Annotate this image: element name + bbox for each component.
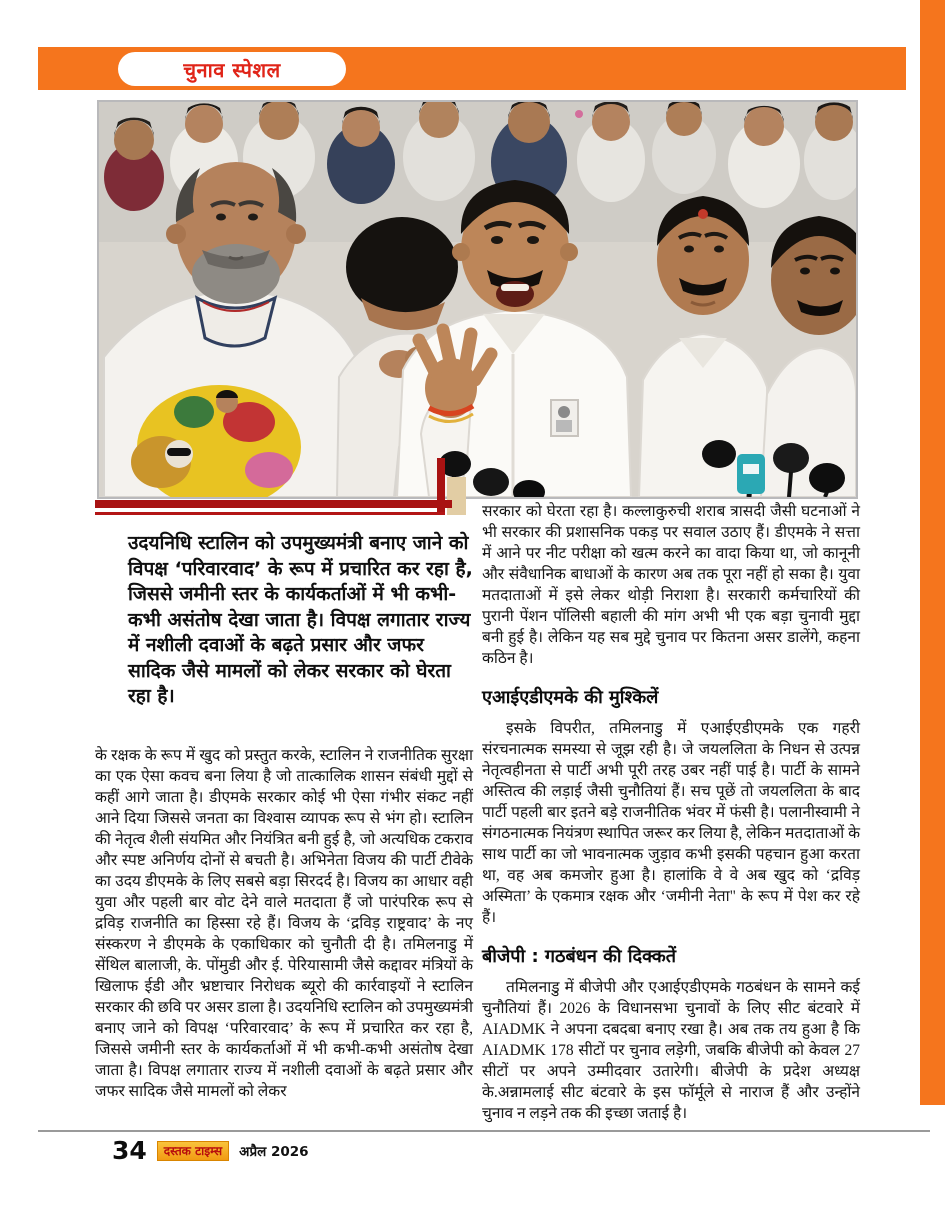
pull-quote: उदयनिधि स्टालिन को उपमुख्यमंत्री बनाए जाने को विपक्ष ‘परिवारवाद’ के रूप में प्रचारित कर रहा है, जिससे जमीनी स्तर के कार्यकर्ताओं में भी कभी-कभी असंतोष देखा जाता है। विपक्ष लगातार राज्य में नशीली दवाओं के बढ़ते प्रसार और जफर सादिक जैसे मामलों को लेकर सरकार को घेरता रहा है।	[128, 532, 473, 707]
right-edge-accent-bar	[920, 0, 945, 1105]
page-number: 34	[112, 1136, 147, 1165]
issue-date: अप्रैल 2026	[239, 1143, 309, 1160]
aiadmk-section-paragraph: इसके विपरीत, तमिलनाडु में एआईएडीएमके एक गहरी संरचनात्मक समस्या से जूझ रही है। जे जयललिता के निधन से उत्पन्न नेतृत्वहीनता से पार्टी अभी पूरी तरह उबर नहीं पाई है। पार्टी के सामने अस्तित्व की लड़ाई जैसी चुनौतियां हैं। सच पूछें तो जयललिता के बाद पार्टी पहली बार इतने बड़े राजनीतिक भंवर में फंसी है। पलानीस्वामी ने संगठनात्मक नियंत्रण स्थापित जरूर कर लिया है, लेकिन मतदाताओं के साथ पार्टी का जो भावनात्मक जुड़ाव कभी इसकी पहचान हुआ करता था, वह अब कमजोर हुआ है। हालांकि वे वे अब खुद को ‘द्रविड़ अस्मिता’ के एकमात्र रक्षक और ‘जमीनी नेता" के रूप में पेश कर रहे हैं।	[482, 720, 860, 926]
footer-divider	[38, 1130, 930, 1132]
right-column-intro-paragraph: सरकार को घेरता रहा है। कल्लाकुरुची शराब त्रासदी जैसी घटनाओं ने भी सरकार की प्रशासनिक पकड़ पर सवाल उठाए हैं। डीएमके ने सत्ता में आने पर नीट परीक्षा को खत्म करने का वादा किया था, जो कानूनी और संवैधानिक बाधाओं के कारण अब तक पूरा नहीं हो सका है। युवा मतदाताओं में इसे लेकर थोड़ी निराशा है। सरकारी कर्मचारियों की पुरानी पेंशन पॉलिसी बहाली की मांग अभी भी एक बड़ा चुनावी मुद्दा बनी हुई है। लेकिन यह सब मुद्दे चुनाव पर कितना असर डालेंगे, कहना कठिन है।	[482, 503, 860, 667]
section-heading-bjp: बीजेपी : गठबंधन की दिक्कतें	[482, 946, 676, 967]
decorative-red-bar	[95, 500, 452, 508]
decorative-tan-square	[447, 477, 466, 515]
section-header-bar	[38, 47, 906, 90]
bjp-section-paragraph: तमिलनाडु में बीजेपी और एआईएडीएमके गठबंधन के सामने कई चुनौतियां हैं। 2026 के विधानसभा चुनावों के लिए सीट बंटवारे में AIADMK ने अपना दबदबा बनाए रखा है। अब तक तय हुआ है कि AIADMK 178 सीटों पर चुनाव लड़ेगी, जबकि बीजेपी को केवल 27 सीटों पर अपने उम्मीदवार उतारेगी। बीजेपी के प्रदेश अध्यक्ष के.अन्नामलाई सीट बंटवारे के इस फॉर्मूले से नाराज हैं और उन्होंने चुनाव न लड़ने तक की इच्छा जताई है।	[482, 979, 860, 1122]
section-badge	[118, 52, 346, 86]
left-column-paragraph: के रक्षक के रूप में खुद को प्रस्तुत करके, स्टालिन ने राजनीतिक सुरक्षा का एक ऐसा कवच बना लिया है जो तात्कालिक शासन संबंधी मुद्दों से कहीं आगे जाता है। डीएमके सरकार कोई भी ऐसा गंभीर संकट नहीं आने दिया जिससे जनता का विश्वास व्यापक रूप से भंग हो। स्टालिन की नेतृत्व शैली संयमित और नियंत्रित बनी हुई है, जो अत्यधिक टकराव और स्पष्ट अनिर्णय दोनों से बचती है। अभिनेता विजय की पार्टी टीवेके का उदय डीएमके के लिए सबसे बड़ा सिरदर्द है। विजय का आधार वही युवा और पहली बार वोट देने वाले मतदाता हैं जो पारंपरिक रूप से द्रविड़ राजनीति का हिस्सा रहे हैं। विजय के ‘द्रविड़ राष्ट्रवाद’ के नए संस्करण ने डीएमके के एकाधिकार को चुनौती दी है। तमिलनाडु में सेंथिल बालाजी, के. पोंमुडी और ई. पेरियासामी जैसे कद्दावर मंत्रियों के खिलाफ ईडी और भ्रष्टाचार निरोधक ब्यूरो की कार्रवाइयों ने स्टालिन सरकार की छवि पर असर डाला है। उदयनिधि स्टालिन को उपमुख्यमंत्री बनाए जाने को विपक्ष ‘परिवारवाद’ के रूप में प्रचारित कर रहा है, जिससे जमीनी स्तर के कार्यकर्ताओं में भी कभी-कभी असंतोष देखा जाता है। विपक्ष लगातार राज्य में नशीली दवाओं के बढ़ते प्रसार और जफर सादिक जैसे मामलों को लेकर	[95, 747, 473, 1100]
footer	[112, 1138, 309, 1163]
decorative-red-line	[95, 512, 445, 515]
section-badge-label: चुनाव स्पेशल	[183, 57, 281, 82]
magazine-logo: दस्तक टाइम्स	[157, 1141, 229, 1161]
photo-politicians	[99, 102, 856, 497]
section-heading-aiadmk: एआईएडीएमके की मुश्किलें	[482, 687, 659, 708]
right-column	[482, 501, 860, 1124]
photo-frame	[97, 100, 858, 499]
